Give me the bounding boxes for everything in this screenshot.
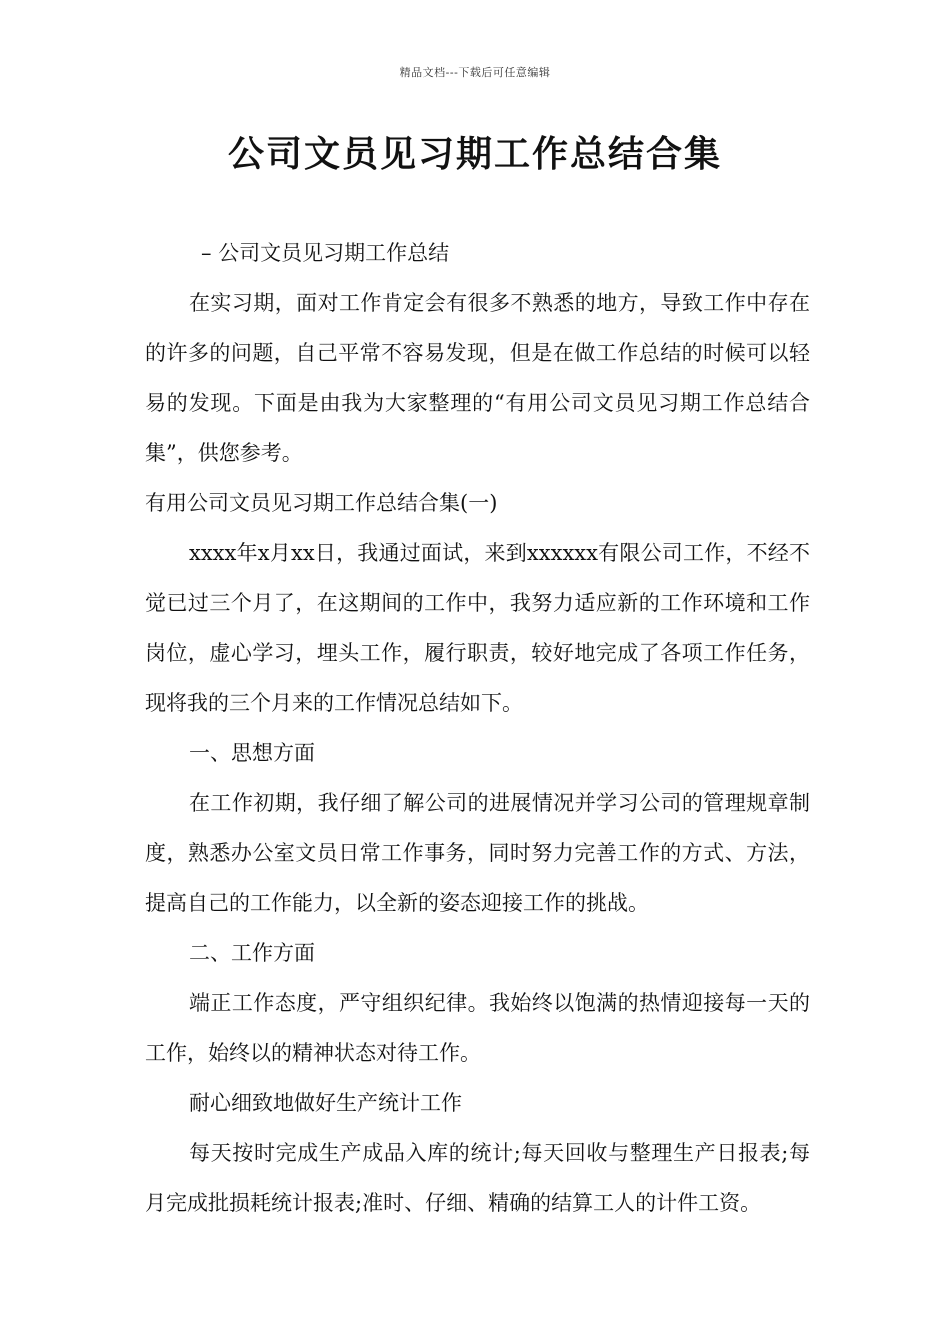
section-heading-work: 二、工作方面 (189, 941, 315, 965)
document-title: 公司文员见习期工作总结合集 (227, 133, 722, 175)
document-body (145, 228, 810, 1228)
intro-paragraph: 在实习期，面对工作肯定会有很多不熟悉的地方，导致工作中存在的许多的问题，自己平常不容易发现，但是在做工作总结的时候可以轻易的发现。下面是由我为大家整理的“有用公司文员见习期工作总结合集”，供您参考。 (145, 291, 810, 465)
header-note: 精品文档---下载后可任意编辑 (399, 66, 551, 79)
body-paragraph: 端正工作态度，严守组织纪律。我始终以饱满的热情迎接每一天的工作，始终以的精神状态对待工作。 (145, 991, 810, 1065)
sub-heading-statistics: 耐心细致地做好生产统计工作 (189, 1091, 462, 1115)
body-paragraph: xxxx年x月xx日，我通过面试，来到xxxxxx有限公司工作，不经不觉已过三个月了，在这期间的工作中，我努力适应新的工作环境和工作岗位，虚心学习，埋头工作，履行职责，较好地完成了各项工作任务，现将我的三个月来的工作情况总结如下。 (145, 541, 810, 715)
subtitle-heading: 有用公司文员见习期工作总结合集(一) (145, 491, 498, 515)
body-paragraph: 每天按时完成生产成品入库的统计;每天回收与整理生产日报表;每月完成批损耗统计报表;准时、仔细、精确的结算工人的计件工资。 (145, 1141, 810, 1215)
section-heading: – 公司文员见习期工作总结 (201, 241, 450, 265)
section-heading-thought: 一、思想方面 (189, 741, 315, 765)
body-paragraph: 在工作初期，我仔细了解公司的进展情况并学习公司的管理规章制度，熟悉办公室文员日常工作事务，同时努力完善工作的方式、方法，提高自己的工作能力，以全新的姿态迎接工作的挑战。 (145, 791, 810, 915)
